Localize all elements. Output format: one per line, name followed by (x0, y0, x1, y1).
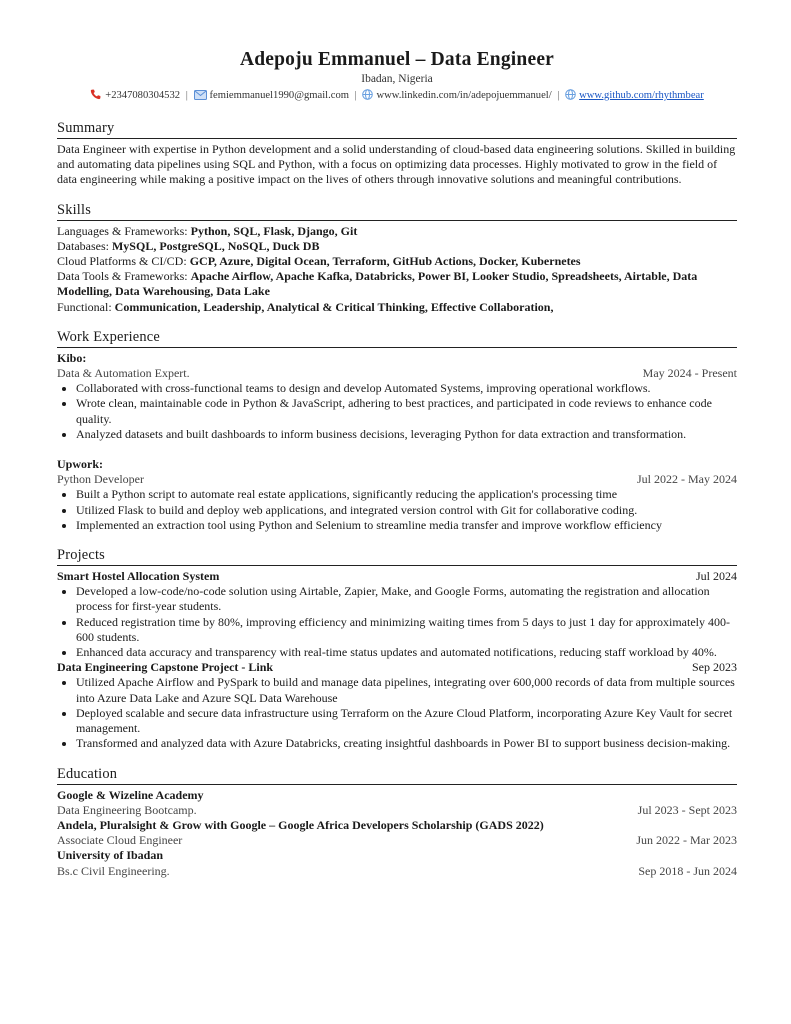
skill-label: Cloud Platforms & CI/CD: (57, 254, 187, 269)
separator: | (185, 90, 188, 101)
bullet-item: • Utilized Flask to build and deploy web applications, and integrated version control with Git for collaborative coding. (76, 503, 737, 518)
project-row (57, 660, 737, 675)
education-dates: Jul 2023 - Sept 2023 (637, 802, 737, 817)
project-name[interactable]: Data Engineering Capstone Project - Link (57, 660, 274, 675)
skill-line (57, 269, 737, 299)
program-name: Data Engineering Bootcamp. (57, 802, 197, 817)
skills-section (57, 224, 737, 315)
bullet-item: • Built a Python script to automate real estate applications, significantly reducing the application's processing time (76, 487, 737, 502)
linkedin-link[interactable]: www.linkedin.com/in/adepojuemmanuel/ (376, 90, 552, 101)
bullet-item: • Collaborated with cross-functional teams to design and develop Automated Systems, improving operational workflows. (76, 381, 737, 396)
bullet-item: • Utilized Apache Airflow and PySpark to build and manage data pipelines, integrating over 600,000 records of data from multiple sources into Azure Data Lake and Azure SQL Data Warehouse (76, 675, 737, 705)
skill-line (57, 254, 737, 269)
school-name: Google & Wizeline Academy (57, 787, 204, 802)
job-row (57, 472, 737, 487)
education-row (57, 803, 737, 818)
separator: | (557, 90, 560, 101)
bullet-item: • Transformed and analyzed data with Azure Databricks, creating insightful dashboards in Power BI to support business decision-making. (76, 736, 737, 751)
summary-text: Data Engineer with expertise in Python development and a solid understanding of cloud-based data engineering solutions. Skilled in building and automating data pipelines using SQL and Python, with a focus on optimizing data processes. Highly motivated to grow in the field of data engineering while making a positive impact on the lives of others through innovative solutions and meaningful contributions. (57, 142, 736, 187)
project-row (57, 569, 737, 584)
skill-value: Communication, Leadership, Analytical & Critical Thinking, Effective Collaboration, (114, 299, 554, 314)
skill-label: Data Tools & Frameworks: (57, 269, 188, 284)
bullet-item: • Implemented an extraction tool using Python and Selenium to streamline media transfer and improve workflow efficiency (76, 518, 737, 533)
project-bullets (57, 584, 737, 660)
summary-section (57, 142, 737, 188)
school-name: Andela, Pluralsight & Grow with Google – Google Africa Developers Scholarship (GADS 2022) (57, 817, 544, 832)
job-dates: Jul 2022 - May 2024 (637, 472, 737, 487)
job-row (57, 366, 737, 381)
job-role: Python Developer (57, 472, 144, 487)
skill-line (57, 239, 737, 254)
skill-value: Python, SQL, Flask, Django, Git (190, 223, 358, 238)
section-title-skills: Skills (57, 201, 737, 221)
bullet-item: • Analyzed datasets and built dashboards to inform business decisions, leveraging Python for data extraction and transformation. (76, 427, 737, 442)
education-dates: Sep 2018 - Jun 2024 (638, 863, 737, 878)
github-link[interactable]: www.github.com/rhythmbear (579, 90, 704, 101)
skill-line (57, 224, 737, 239)
section-title-projects: Projects (57, 546, 737, 566)
job-bullets (57, 487, 737, 533)
globe-icon (565, 89, 576, 106)
skill-value: MySQL, PostgreSQL, NoSQL, Duck DB (111, 238, 320, 253)
project-name: Smart Hostel Allocation System (57, 569, 220, 584)
skill-line (57, 300, 737, 315)
projects-section (57, 569, 737, 751)
section-title-experience: Work Experience (57, 328, 737, 348)
job-role: Data & Automation Expert. (57, 366, 190, 381)
job-dates: May 2024 - Present (642, 366, 737, 381)
skill-value: GCP, Azure, Digital Ocean, Terraform, GitHub Actions, Docker, Kubernetes (189, 254, 581, 269)
education-section (57, 788, 737, 879)
phone-number[interactable]: +2347080304532 (105, 90, 181, 101)
skill-value: Apache Airflow, Apache Kafka, Databricks, Power BI, Looker Studio, Spreadsheets, Airtable, Data Modelling, Data Warehousing, Data Lake (57, 269, 698, 299)
globe-icon (362, 89, 373, 106)
education-dates: Jun 2022 - Mar 2023 (636, 833, 737, 848)
resume-page (57, 48, 737, 879)
skill-label: Databases: (57, 238, 109, 253)
education-row (57, 864, 737, 879)
experience-section (57, 351, 737, 533)
job-bullets (57, 381, 737, 442)
email-address[interactable]: femiemmanuel1990@gmail.com (209, 90, 349, 101)
school-name: University of Ibadan (57, 848, 164, 863)
program-name: Associate Cloud Engineer (57, 833, 183, 848)
candidate-name: Adepoju Emmanuel – Data Engineer (239, 49, 555, 70)
bullet-item: • Wrote clean, maintainable code in Python & JavaScript, adhering to best practices, and participated in code reviews to enhance code quality. (76, 396, 737, 426)
skill-label: Languages & Frameworks: (57, 223, 188, 238)
separator: | (354, 90, 357, 101)
phone-icon (90, 89, 102, 106)
contact-line (57, 88, 737, 106)
bullet-item: • Reduced registration time by 80%, improving efficiency and minimizing waiting times from 5 days to just 1 day for approximately 400-600 students. (76, 615, 737, 645)
candidate-location: Ibadan, Nigeria (361, 73, 433, 85)
section-title-summary: Summary (57, 119, 737, 139)
program-name: Bs.c Civil Engineering. (57, 863, 170, 878)
project-bullets (57, 675, 737, 751)
company-name: Kibo: (57, 350, 87, 365)
project-date: Jul 2024 (695, 569, 737, 584)
bullet-item: • Enhanced data accuracy and transparency with real-time status updates and automated notifications, reducing staff workload by 40%. (76, 645, 737, 660)
bullet-item: • Developed a low-code/no-code solution using Airtable, Zapier, Make, and Google Forms, automating the registration and allocation process for first-year students. (76, 584, 737, 614)
bullet-item: • Deployed scalable and secure data infrastructure using Terraform on the Azure Cloud Platform, incorporating Azure Key Vault for secret management. (76, 706, 737, 736)
email-icon (194, 90, 207, 106)
company-name: Upwork: (57, 457, 104, 472)
project-date: Sep 2023 (692, 660, 737, 675)
section-title-education: Education (57, 765, 737, 785)
skill-label: Functional: (57, 299, 112, 314)
education-row (57, 833, 737, 848)
